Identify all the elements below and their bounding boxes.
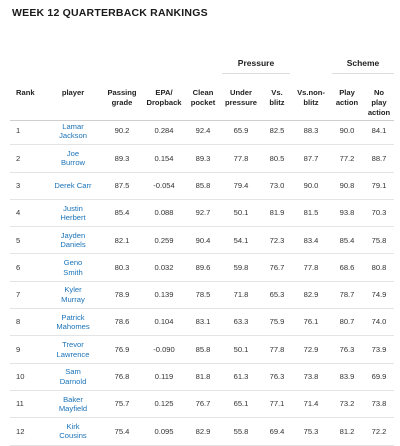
player-cell[interactable] — [44, 145, 102, 171]
player-name-line[interactable]: Mahomes — [56, 322, 90, 332]
column-header-passing-grade-line: Passing — [107, 88, 137, 97]
no-play-action-cell: 73.9 — [371, 344, 387, 354]
play-action-cell: 73.2 — [339, 399, 355, 409]
clean-pocket-cell: 85.8 — [195, 180, 211, 190]
column-header-vs-blitz-line: Vs. — [271, 88, 283, 97]
vs-blitz-cell: 73.0 — [269, 180, 285, 190]
column-header-vs-non-blitz-line: blitz — [303, 98, 319, 107]
passing-grade-cell: 78.6 — [114, 317, 130, 327]
table-row — [10, 418, 394, 445]
under-pressure-cell: 71.8 — [233, 290, 249, 300]
column-header-vs-non-blitz — [292, 88, 330, 108]
vs-non-blitz-cell: 72.9 — [303, 344, 319, 354]
table-row — [10, 227, 394, 254]
clean-pocket-cell: 92.4 — [195, 126, 211, 136]
passing-grade-cell: 76.9 — [114, 344, 130, 354]
clean-pocket-cell: 78.5 — [195, 290, 211, 300]
rank-cell: 5 — [16, 235, 21, 245]
table-row — [10, 282, 394, 309]
under-pressure-cell: 79.4 — [233, 180, 249, 190]
column-header-epa-dropback-line: EPA/ — [155, 88, 173, 97]
clean-pocket-cell: 82.9 — [195, 426, 211, 436]
no-play-action-cell: 70.3 — [371, 208, 387, 218]
clean-pocket-cell: 83.1 — [195, 317, 211, 327]
column-header-clean-pocket-line: pocket — [190, 98, 216, 107]
player-cell[interactable] — [44, 309, 102, 335]
player-name-line[interactable]: Sam — [65, 367, 81, 377]
play-action-cell: 81.2 — [339, 426, 355, 436]
player-cell[interactable] — [44, 282, 102, 308]
table-row — [10, 391, 394, 418]
player-name-line[interactable]: Jayden — [60, 230, 86, 240]
page-title: WEEK 12 QUARTERBACK RANKINGS — [12, 7, 208, 19]
epa-dropback-cell: 0.125 — [154, 399, 174, 409]
player-name-line[interactable]: Smith — [63, 267, 83, 277]
no-play-action-cell: 80.8 — [371, 262, 387, 272]
rank-cell: 12 — [16, 426, 25, 436]
vs-non-blitz-cell: 81.5 — [303, 208, 319, 218]
clean-pocket-cell: 90.4 — [195, 235, 211, 245]
vs-non-blitz-cell: 73.8 — [303, 372, 319, 382]
column-header-player-line: player — [61, 88, 85, 97]
player-cell[interactable] — [44, 336, 102, 362]
column-header-play-action-line: Play — [339, 88, 355, 97]
vs-non-blitz-cell: 90.0 — [303, 180, 319, 190]
no-play-action-cell: 74.9 — [371, 290, 387, 300]
player-cell[interactable] — [44, 418, 102, 444]
column-header-under-pressure-line: Under — [230, 88, 252, 97]
vs-blitz-cell: 77.1 — [269, 399, 285, 409]
group-header-scheme: Scheme — [346, 58, 380, 68]
player-name-line[interactable]: Kirk — [66, 421, 80, 431]
epa-dropback-cell: 0.104 — [154, 317, 174, 327]
play-action-cell: 78.7 — [339, 290, 355, 300]
vs-non-blitz-cell: 88.3 — [303, 126, 319, 136]
column-header-rank-line: Rank — [16, 88, 35, 97]
table-row — [10, 364, 394, 391]
vs-non-blitz-cell: 75.3 — [303, 426, 319, 436]
rank-cell: 2 — [16, 153, 21, 163]
vs-blitz-cell: 72.3 — [269, 235, 285, 245]
clean-pocket-cell: 89.3 — [195, 153, 211, 163]
play-action-cell: 68.6 — [339, 262, 355, 272]
vs-non-blitz-cell: 82.9 — [303, 290, 319, 300]
passing-grade-cell: 90.2 — [114, 126, 130, 136]
passing-grade-cell: 75.7 — [114, 399, 130, 409]
player-cell[interactable] — [44, 391, 102, 417]
vs-blitz-cell: 80.5 — [269, 153, 285, 163]
play-action-cell: 77.2 — [339, 153, 355, 163]
under-pressure-cell: 54.1 — [233, 235, 249, 245]
column-header-no-play-action-line: play — [371, 98, 387, 107]
player-name-line[interactable]: Herbert — [60, 213, 86, 223]
epa-dropback-cell: -0.090 — [153, 344, 175, 354]
epa-dropback-cell: 0.032 — [154, 262, 174, 272]
under-pressure-cell: 61.3 — [233, 372, 249, 382]
vs-non-blitz-cell: 87.7 — [303, 153, 319, 163]
no-play-action-cell: 74.0 — [371, 317, 387, 327]
player-name-line[interactable]: Justin — [63, 203, 83, 213]
rank-cell: 3 — [16, 180, 21, 190]
under-pressure-cell: 59.8 — [233, 262, 249, 272]
column-header-under-pressure — [220, 88, 262, 108]
epa-dropback-cell: 0.119 — [154, 372, 174, 382]
passing-grade-cell: 76.8 — [114, 372, 130, 382]
rank-cell: 4 — [16, 208, 21, 218]
player-name-line[interactable]: Geno — [63, 258, 83, 268]
no-play-action-cell: 79.1 — [371, 180, 387, 190]
vs-blitz-cell: 65.3 — [269, 290, 285, 300]
player-name-line[interactable]: Daniels — [60, 240, 86, 250]
rank-cell: 6 — [16, 262, 21, 272]
play-action-cell: 93.8 — [339, 208, 355, 218]
column-header-play-action — [330, 88, 364, 108]
column-header-no-play-action-line: No — [373, 88, 385, 97]
no-play-action-cell: 84.1 — [371, 126, 387, 136]
vs-non-blitz-cell: 77.8 — [303, 262, 319, 272]
column-header-no-play-action-line: action — [367, 108, 391, 117]
under-pressure-cell: 63.3 — [233, 317, 249, 327]
player-name-line[interactable]: Burrow — [60, 158, 86, 168]
passing-grade-cell: 87.5 — [114, 180, 130, 190]
player-name-line[interactable]: Patrick — [61, 312, 85, 322]
play-action-cell: 90.0 — [339, 126, 355, 136]
play-action-cell: 80.7 — [339, 317, 355, 327]
passing-grade-cell: 89.3 — [114, 153, 130, 163]
rank-cell: 11 — [16, 399, 24, 409]
vs-blitz-cell: 75.9 — [269, 317, 285, 327]
table-row — [10, 309, 394, 336]
table-row — [10, 145, 394, 172]
no-play-action-cell: 69.9 — [371, 372, 387, 382]
player-cell[interactable] — [44, 118, 102, 144]
player-name-line[interactable]: Cousins — [59, 431, 87, 441]
player-name-line[interactable]: Lamar — [62, 121, 84, 131]
group-header-pressure: Pressure — [237, 58, 275, 68]
vs-blitz-cell: 81.9 — [269, 208, 285, 218]
table-row — [10, 118, 394, 145]
play-action-cell: 85.4 — [339, 235, 355, 245]
column-header-passing-grade-line: grade — [111, 98, 133, 107]
epa-dropback-cell: 0.154 — [154, 153, 174, 163]
player-cell[interactable] — [44, 254, 102, 280]
player-cell[interactable] — [44, 173, 102, 199]
rank-cell: 10 — [16, 372, 25, 382]
column-header-clean-pocket — [186, 88, 220, 108]
vs-blitz-cell: 82.5 — [269, 126, 285, 136]
player-name-line[interactable]: Jackson — [59, 131, 87, 141]
clean-pocket-cell: 81.8 — [195, 372, 211, 382]
no-play-action-cell: 75.8 — [371, 235, 387, 245]
under-pressure-cell: 65.1 — [233, 399, 249, 409]
vs-non-blitz-cell: 71.4 — [303, 399, 319, 409]
player-name-line[interactable]: Lawrence — [56, 349, 90, 359]
group-underline-scheme — [332, 73, 394, 74]
vs-blitz-cell: 76.7 — [269, 262, 285, 272]
column-header-passing-grade — [102, 88, 142, 108]
play-action-cell: 83.9 — [339, 372, 355, 382]
column-header-vs-non-blitz-line: Vs.non- — [297, 88, 325, 97]
player-name-line[interactable]: Darnold — [59, 376, 87, 386]
clean-pocket-cell: 92.7 — [195, 208, 211, 218]
under-pressure-cell: 77.8 — [233, 153, 249, 163]
column-header-epa-dropback — [142, 88, 186, 108]
epa-dropback-cell: 0.284 — [154, 126, 174, 136]
group-underline-pressure — [222, 73, 290, 74]
epa-dropback-cell: -0.054 — [153, 180, 175, 190]
vs-blitz-cell: 76.3 — [269, 372, 285, 382]
player-name-line[interactable]: Murray — [61, 294, 85, 304]
player-cell[interactable] — [44, 364, 102, 390]
clean-pocket-cell: 76.7 — [195, 399, 211, 409]
rank-cell: 7 — [16, 290, 21, 300]
play-action-cell: 76.3 — [339, 344, 355, 354]
epa-dropback-cell: 0.088 — [154, 208, 174, 218]
column-header-play-action-line: action — [335, 98, 359, 107]
player-name-line[interactable]: Joe — [66, 148, 80, 158]
epa-dropback-cell: 0.095 — [154, 426, 174, 436]
column-header-player — [44, 88, 102, 98]
no-play-action-cell: 88.7 — [371, 153, 387, 163]
passing-grade-cell: 80.3 — [114, 262, 130, 272]
vs-blitz-cell: 69.4 — [269, 426, 285, 436]
passing-grade-cell: 82.1 — [114, 235, 130, 245]
table-row — [10, 254, 394, 281]
table-row — [10, 200, 394, 227]
player-name-line[interactable]: Trevor — [62, 340, 84, 350]
column-header-under-pressure-line: pressure — [224, 98, 258, 107]
no-play-action-cell: 73.8 — [371, 399, 387, 409]
player-cell[interactable] — [44, 227, 102, 253]
clean-pocket-cell: 89.6 — [195, 262, 211, 272]
column-header-vs-blitz — [262, 88, 292, 108]
rank-cell: 1 — [16, 126, 21, 136]
player-name-line[interactable]: Kyler — [64, 285, 82, 295]
epa-dropback-cell: 0.139 — [154, 290, 174, 300]
rankings-table-body — [10, 118, 394, 446]
passing-grade-cell: 85.4 — [114, 208, 130, 218]
under-pressure-cell: 50.1 — [233, 208, 249, 218]
player-name-line[interactable]: Mayfield — [58, 404, 88, 414]
column-header-epa-dropback-line: Dropback — [146, 98, 182, 107]
play-action-cell: 90.8 — [339, 180, 355, 190]
column-header-clean-pocket-line: Clean — [192, 88, 214, 97]
under-pressure-cell: 55.8 — [233, 426, 249, 436]
clean-pocket-cell: 85.8 — [195, 344, 211, 354]
column-header-no-play-action — [364, 88, 394, 118]
no-play-action-cell: 72.2 — [371, 426, 387, 436]
column-header-vs-blitz-line: blitz — [269, 98, 285, 107]
table-row — [10, 336, 394, 363]
epa-dropback-cell: 0.259 — [154, 235, 174, 245]
player-name-line[interactable]: Baker — [63, 394, 83, 404]
vs-non-blitz-cell: 76.1 — [303, 317, 319, 327]
table-row — [10, 173, 394, 200]
player-cell[interactable] — [44, 200, 102, 226]
vs-non-blitz-cell: 83.4 — [303, 235, 319, 245]
rank-cell: 8 — [16, 317, 21, 327]
player-name-line[interactable]: Derek Carr — [54, 180, 92, 190]
under-pressure-cell: 65.9 — [233, 126, 249, 136]
passing-grade-cell: 78.9 — [114, 290, 130, 300]
passing-grade-cell: 75.4 — [114, 426, 130, 436]
vs-blitz-cell: 77.8 — [269, 344, 285, 354]
rank-cell: 9 — [16, 344, 21, 354]
under-pressure-cell: 50.1 — [233, 344, 249, 354]
